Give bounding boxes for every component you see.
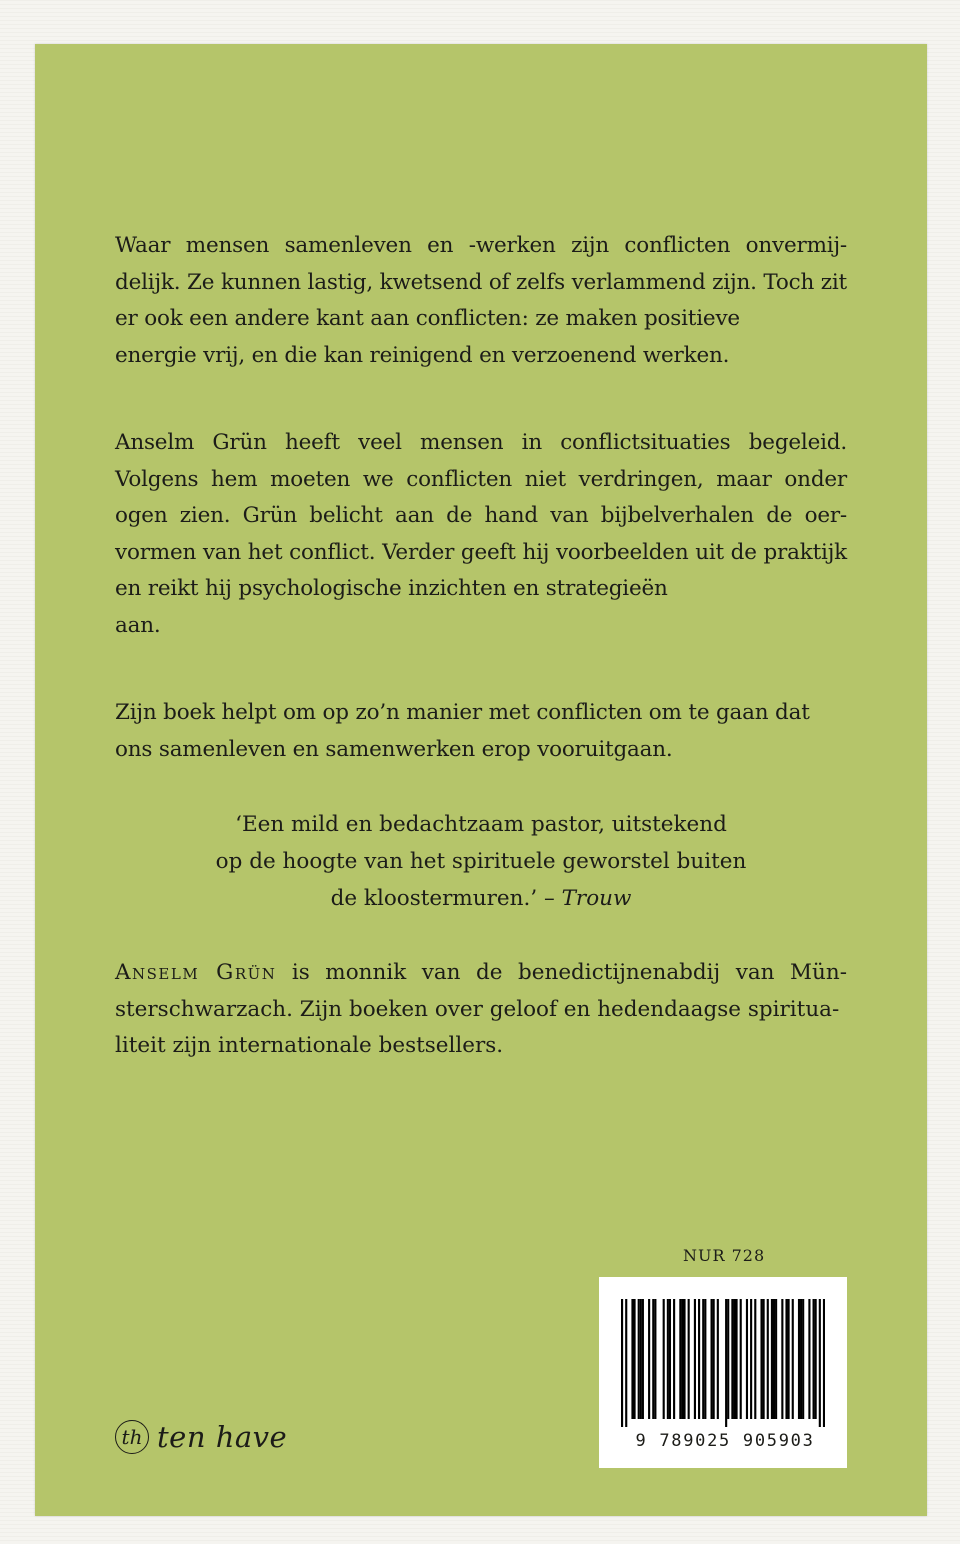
barcode-bar	[813, 1299, 815, 1419]
barcode-bar	[802, 1299, 804, 1419]
barcode-bar	[750, 1299, 752, 1419]
author-bio-body: is monnik van de benedictijnenabdij van Mün-sterschwarzach. Zijn boeken over geloof en hedendaagse spiritua-	[115, 960, 847, 1022]
barcode-bar	[773, 1299, 775, 1419]
barcode-bar	[638, 1299, 640, 1419]
blurb-paragraph-2-last: aan.	[115, 612, 161, 638]
author-name: Anselm Grün	[115, 960, 277, 985]
barcode-bar	[669, 1299, 671, 1419]
barcode-bar	[731, 1299, 733, 1419]
barcode-bar	[788, 1299, 790, 1419]
barcode-bar	[621, 1299, 623, 1427]
barcode-bar	[775, 1299, 777, 1419]
barcode-bar	[798, 1299, 800, 1419]
barcode-bar	[781, 1299, 783, 1419]
barcode-bar	[704, 1299, 706, 1419]
barcode-bar	[683, 1299, 685, 1419]
publisher-logo-icon: th	[115, 1420, 149, 1454]
barcode-bar	[654, 1299, 656, 1419]
barcode-bar	[625, 1299, 627, 1427]
barcode-bar	[711, 1299, 713, 1419]
barcode-bar	[663, 1299, 665, 1419]
barcode-bar	[760, 1299, 762, 1419]
blurb-paragraph-3	[115, 695, 847, 768]
barcode-bar	[648, 1299, 650, 1419]
isbn-number: 9 789025 905903	[635, 1431, 815, 1451]
barcode-bar	[631, 1299, 633, 1419]
nur-code: NUR 728	[683, 1246, 766, 1265]
barcode-bar	[746, 1299, 748, 1419]
barcode-bar	[735, 1299, 737, 1419]
barcode-bar	[725, 1299, 727, 1427]
barcode-bar	[819, 1299, 821, 1427]
barcode-bar	[727, 1299, 729, 1419]
barcode-bar	[694, 1299, 696, 1419]
barcode-bar	[815, 1299, 817, 1419]
barcode-bar	[652, 1299, 654, 1419]
blurb-paragraph-3-last: ons samenleven en samenwerken erop vooruitgaan.	[115, 736, 673, 762]
author-bio-last: liteit zijn internationale bestsellers.	[115, 1033, 504, 1058]
author-bio	[115, 955, 847, 1065]
barcode-bar	[823, 1299, 825, 1427]
blurb-paragraph-1-last: energie vrij, en die kan reinigend en verzoenend werken.	[115, 342, 730, 368]
barcode-bar	[642, 1299, 644, 1419]
barcode-bar	[673, 1299, 675, 1419]
barcode-bar	[633, 1299, 635, 1419]
barcode-bar	[785, 1299, 787, 1419]
publisher-name: ten have	[157, 1420, 288, 1454]
barcode-bar	[792, 1299, 794, 1419]
barcode-bar	[800, 1299, 802, 1419]
barcode-bar	[667, 1299, 669, 1419]
barcode-bar	[717, 1299, 719, 1419]
blurb-paragraph-1	[115, 228, 847, 374]
barcode-bar	[688, 1299, 690, 1419]
blurb-paragraph-3-body: Zijn boek helpt om op zo’n manier met conflicten om te gaan dat	[115, 700, 810, 725]
barcode-bar	[763, 1299, 765, 1419]
review-quote	[115, 806, 847, 917]
quote-source: Trouw	[561, 886, 632, 911]
blurb-paragraph-2	[115, 425, 847, 644]
blurb-paragraph-2-body: Anselm Grün heeft veel mensen in conflictsituaties begeleid. Volgens hem moeten we conflicten niet verdringen, maar onder ogen zien. Grün belicht aan de hand van bijbelverhalen de oer-vormen van het conflict. Verder geeft hij voorbeelden uit de praktijk en reikt hij psychologische inzichten en strategieën	[115, 430, 847, 601]
barcode-bar	[640, 1299, 642, 1419]
quote-line-3-text: de kloostermuren.’ –	[330, 886, 562, 911]
quote-line-1: ‘Een mild en bedachtzaam pastor, uitstekend	[235, 812, 727, 837]
barcode-bar	[767, 1299, 769, 1419]
barcode-bar	[702, 1299, 704, 1419]
barcode-bar	[713, 1299, 715, 1419]
barcode-bar	[698, 1299, 700, 1419]
barcode-bar	[679, 1299, 681, 1419]
barcode-icon	[621, 1299, 825, 1427]
publisher-logo-group	[115, 1420, 287, 1454]
quote-line-2: op de hoogte van het spirituele geworstel buiten	[215, 849, 747, 874]
barcode-bar	[681, 1299, 683, 1419]
barcode-bar	[740, 1299, 742, 1419]
barcode-bar	[771, 1299, 773, 1419]
barcode-panel	[599, 1277, 847, 1468]
barcode-bar	[808, 1299, 810, 1419]
blurb-paragraph-1-body: Waar mensen samenleven en -werken zijn conflicten onvermij-delijk. Ze kunnen lastig, kwetsend of zelfs verlammend zijn. Toch zit er ook een andere kant aan conflicten: ze maken positieve	[115, 233, 847, 331]
book-back-cover	[35, 44, 927, 1516]
barcode-bar	[754, 1299, 756, 1419]
barcode-bar	[733, 1299, 735, 1419]
quote-line-3	[115, 880, 847, 917]
